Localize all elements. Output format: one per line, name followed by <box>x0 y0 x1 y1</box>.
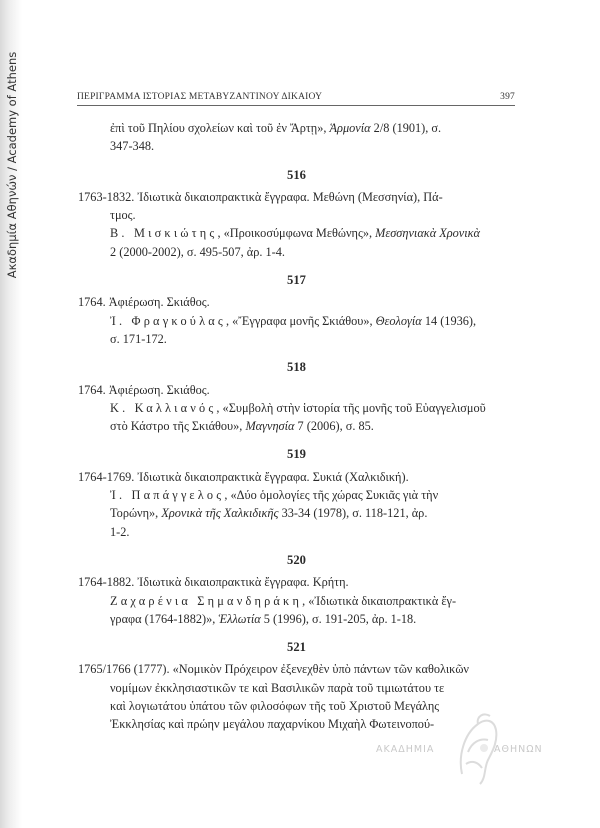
author-name: Ἰ. Φραγκούλας <box>110 313 226 328</box>
running-header <box>77 92 515 102</box>
continuation-line-1: ἐπὶ τοῦ Πηλίου σχολείων καὶ τοῦ ἐν Ἄρτῃ», Ἁρμονία 2/8 (1901), σ. <box>110 121 442 135</box>
entry-heading: 1764. Ἀφιέρωση. Σκιάθος. <box>78 382 210 397</box>
entry-citation-cont: 2 (2000-2002), σ. 495-507, ἀρ. 1-4. <box>110 244 285 259</box>
entry-number: 520 <box>287 552 306 567</box>
author-name: Β. Μισκιώτης <box>110 226 218 241</box>
entry-number: 519 <box>287 447 306 462</box>
entry-heading: 1764-1882. Ἰδιωτικὰ δικαιοπρακτικὰ ἔγγραφα. Κρήτη. <box>78 575 349 590</box>
entry-citation-cont: Τορώνη», Χρονικὰ τῆς Χαλκιδικῆς 33-34 (1978), σ. 118-121, ἀρ. <box>110 506 428 521</box>
entry-citation: Ἰ. Παπάγγελος, «Δύο ὁμολογίες τῆς χώρας Συκιᾶς γιὰ τὴν <box>110 488 439 503</box>
entry-citation-cont: σ. 171-172. <box>110 331 167 346</box>
entry-citation-cont: γραφα (1764-1882)», Ἑλλωτία 5 (1996), σ. 191-205, ἀρ. 1-18. <box>110 611 417 626</box>
entry-heading: 1764. Ἀφιέρωση. Σκιάθος. <box>78 295 210 310</box>
entry-518 <box>78 381 515 436</box>
entry-516 <box>78 188 515 261</box>
entry-text-line: Ἐκκλησίας καὶ πρώην μεγάλου παχαρνίκου Μιχαὴλ Φωτεινοπού- <box>110 717 435 732</box>
continuation-line-2: 347-348. <box>110 139 155 154</box>
side-watermark-text: Ακαδημία Αθηνών / Academy of Athens <box>5 51 19 279</box>
logo-text-right: ΑΘΗΝΩΝ <box>494 744 543 755</box>
author-name: Ζαχαρένια Σημανδηράκη <box>110 593 303 608</box>
entry-number: 516 <box>287 167 306 182</box>
journal-title: Μαγνησία <box>245 419 295 434</box>
entry-number: 517 <box>287 273 306 288</box>
entry-text-line: καὶ λογιωτάτου ὑπάτου τῶν φιλοσόφων τῆς τοῦ Χριστοῦ Μεγάλης <box>110 699 440 714</box>
logo-text-left: ΑΚΑΔΗΜΙΑ <box>376 744 435 755</box>
entry-citation: Β. Μισκιώτης, «Προικοσύμφωνα Μεθώνης», Μεσσηνιακὰ Χρονικὰ <box>110 226 481 241</box>
entry-heading: 1763-1832. Ἰδιωτικὰ δικαιοπρακτικὰ ἔγγραφα. Μεθώνη (Μεσσηνία), Πά- <box>78 189 443 204</box>
journal-title: Ἑλλωτία <box>218 611 261 626</box>
entry-heading: 1765/1766 (1777). «Νομικὸν Πρόχειρον ἐξενεχθὲν ὑπὸ πάντων τῶν καθολικῶν <box>78 662 469 677</box>
entry-citation: Κ. Καλλιανός, «Συμβολὴ στὴν ἱστορία τῆς μονῆς τοῦ Εὐαγγελισμοῦ <box>110 400 486 415</box>
entry-number: 521 <box>287 640 306 655</box>
entry-citation: Ζαχαρένια Σημανδηράκη, «Ἰδιωτικὰ δικαιοπρακτικὰ ἔγ- <box>110 593 457 608</box>
side-watermark <box>4 40 20 290</box>
entry-520 <box>78 573 515 628</box>
entry-number: 518 <box>287 360 306 375</box>
header-rule <box>77 105 515 106</box>
entry-519 <box>78 468 515 541</box>
academy-logo-watermark <box>376 712 566 792</box>
journal-title: Θεολογία <box>375 313 422 328</box>
page-body <box>78 119 515 734</box>
entry-text-line: νομίμων ἐκκλησιαστικῶν τε καὶ Βασιλικῶν παρὰ τοῦ τιμιωτάτου τε <box>110 680 445 695</box>
entry-citation-cont-2: 1-2. <box>110 524 130 539</box>
continuation-entry <box>78 119 515 156</box>
entry-517 <box>78 293 515 348</box>
journal-title: Χρονικὰ τῆς Χαλκιδικῆς <box>161 506 279 521</box>
running-title: ΠΕΡΙΓΡΑΜΜΑ ΙΣΤΟΡΙΑΣ ΜΕΤΑΒΥΖΑΝΤΙΝΟΥ ΔΙΚΑΙΟΥ <box>77 92 323 102</box>
entry-citation-cont: στὸ Κάστρο τῆς Σκιάθου», Μαγνησία 7 (2006), σ. 85. <box>110 419 374 434</box>
author-name: Ἰ. Παπάγγελος <box>110 488 225 503</box>
entry-heading: 1764-1769. Ἰδιωτικὰ δικαιοπρακτικὰ ἔγγραφα. Συκιά (Χαλκιδική). <box>78 469 409 484</box>
author-name: Κ. Καλλιανός <box>110 400 217 415</box>
entry-citation: Ἰ. Φραγκούλας, «Ἔγγραφα μονῆς Σκιάθου», Θεολογία 14 (1936), <box>110 313 477 328</box>
journal-title: Μεσσηνιακὰ Χρονικὰ <box>375 226 481 241</box>
page-number: 397 <box>500 92 515 102</box>
entry-heading-cont: τμος. <box>110 208 136 223</box>
